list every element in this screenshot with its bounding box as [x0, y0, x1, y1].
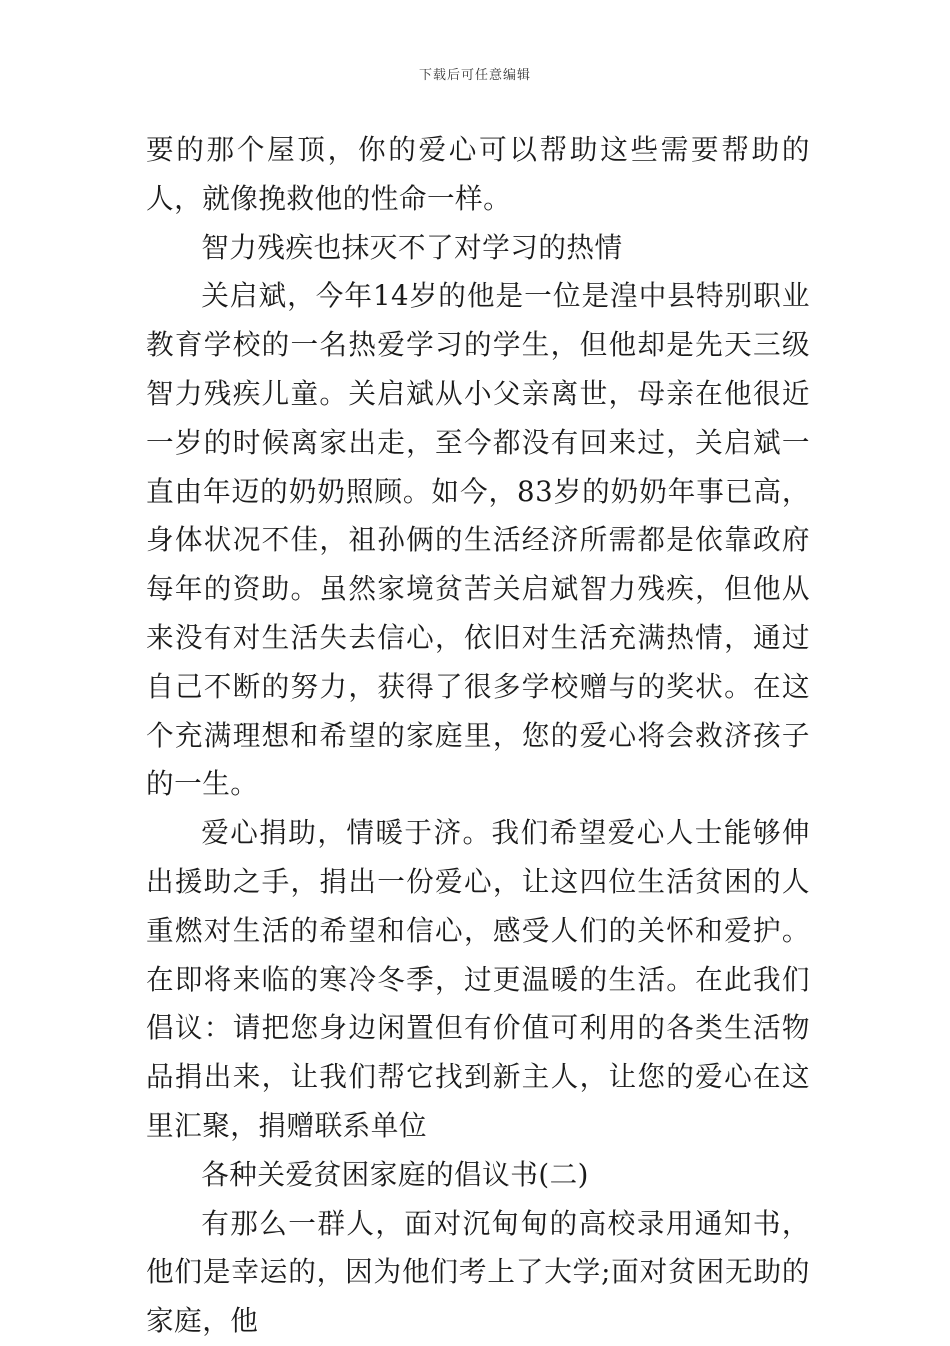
- paragraph: 关启斌，今年14岁的他是一位是湟中县特别职业教育学校的一名热爱学习的学生，但他却是先天三级智力残疾儿童。关启斌从小父亲离世，母亲在他很近一岁的时候离家出走，至今都没有回来过，关启斌一直由年迈的奶奶照顾。如今，83岁的奶奶年事已高，身体状况不佳，祖孙俩的生活经济所需都是依靠政府每年的资助。虽然家境贫苦关启斌智力残疾，但他从来没有对生活失去信心，依旧对生活充满热情，通过自己不断的努力，获得了很多学校赠与的奖状。在这个充满理想和希望的家庭里，您的爱心将会救济孩子的一生。: [146, 279, 810, 801]
- paragraph-continuation: 要的那个屋顶，你的爱心可以帮助这些需要帮助的人，就像挽救他的性命一样。: [146, 133, 810, 215]
- section-heading: 各种关爱贫困家庭的倡议书(二): [201, 1157, 589, 1191]
- page-header: 下载后可任意编辑: [418, 68, 531, 83]
- document-body: [146, 126, 810, 1346]
- paragraph: 爱心捐助，情暖于济。我们希望爱心人士能够伸出援助之手，捐出一份爱心，让这四位生活贫困的人重燃对生活的希望和信心，感受人们的关怀和爱护。在即将来临的寒冷冬季，过更温暖的生活。在此我们倡议：请把您身边闲置但有价值可利用的各类生活物品捐出来，让我们帮它找到新主人，让您的爱心在这里汇聚，捐赠联系单位: [146, 816, 810, 1142]
- paragraph: 有那么一群人，面对沉甸甸的高校录用通知书，他们是幸运的，因为他们考上了大学;面对贫困无助的家庭，他: [146, 1206, 810, 1338]
- section-heading: 智力残疾也抹灭不了对学习的热情: [201, 230, 623, 264]
